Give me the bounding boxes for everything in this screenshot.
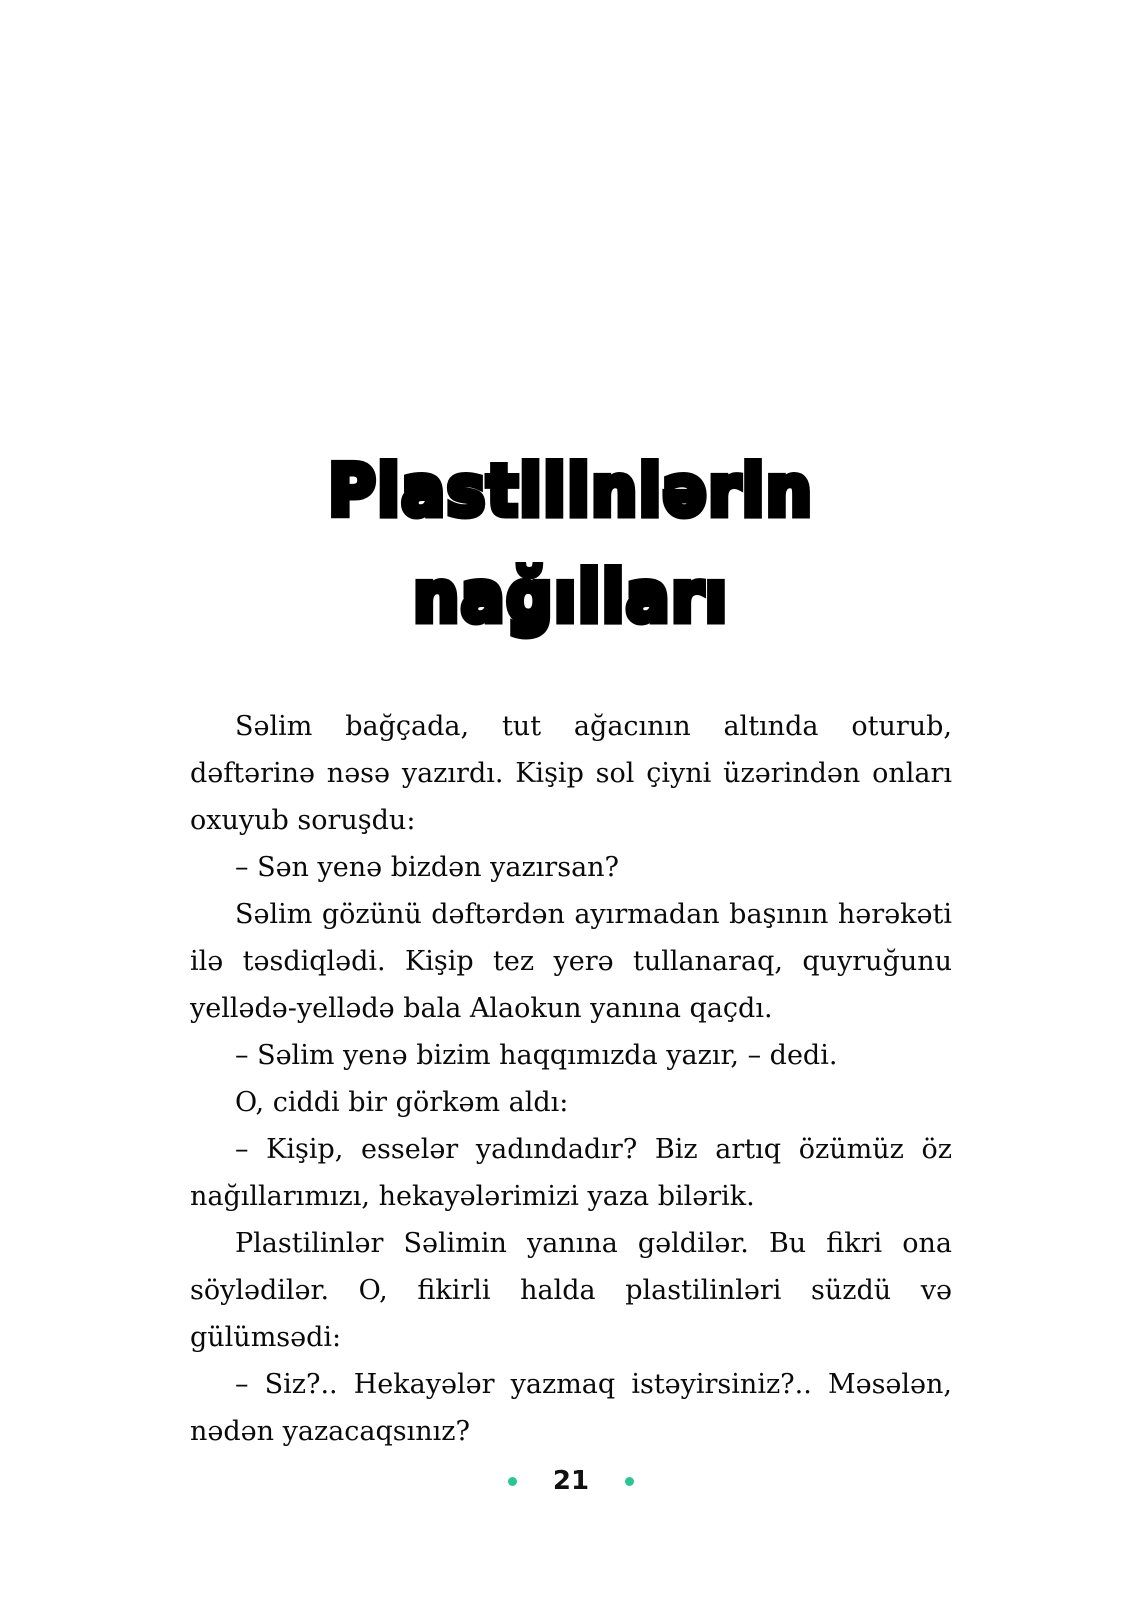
- chapter-title-line-1: Plastilinlərin: [328, 450, 814, 532]
- body-paragraph: Səlim bağçada, tut ağacının altında oturub, dəftərinə nəsə yazırdı. Kişip sol çiyni üzərindən onları oxuyub soruşdu:: [190, 711, 952, 836]
- footer-dot-icon-right: [625, 1477, 634, 1486]
- body-paragraph: O, ciddi bir görkəm aldı:: [235, 1087, 569, 1118]
- dialogue-paragraph: – Sən yenə bizdən yazırsan?: [235, 852, 620, 883]
- chapter-title-line-2: nağılları: [413, 556, 729, 638]
- page-number: 21: [552, 1466, 590, 1496]
- body-paragraph: Plastilinlər Səlimin yanına gəldilər. Bu fikri ona söylədilər. O, fikirli halda plastilinləri süzdü və gülümsədi:: [190, 1228, 952, 1353]
- page-footer: [0, 1466, 1142, 1496]
- body-paragraph: Səlim gözünü dəftərdən ayırmadan başının hərəkəti ilə təsdiqlədi. Kişip tez yerə tullanaraq, quyruğunu yellədə-yellədə bala Alaokun yanına qaçdı.: [190, 899, 952, 1024]
- dialogue-paragraph: – Kişip, esselər yadındadır? Biz artıq özümüz öz nağıllarımızı, hekayələrimizi yaza bilərik.: [190, 1134, 952, 1212]
- footer-dot-icon-left: [508, 1477, 517, 1486]
- chapter-title: [46, 438, 1097, 650]
- body-text: [190, 703, 952, 1455]
- dialogue-paragraph: – Siz?.. Hekayələr yazmaq istəyirsiniz?.. Məsələn, nədən yazacaqsınız?: [190, 1369, 952, 1447]
- dialogue-paragraph: – Səlim yenə bizim haqqımızda yazır, – dedi.: [235, 1040, 838, 1071]
